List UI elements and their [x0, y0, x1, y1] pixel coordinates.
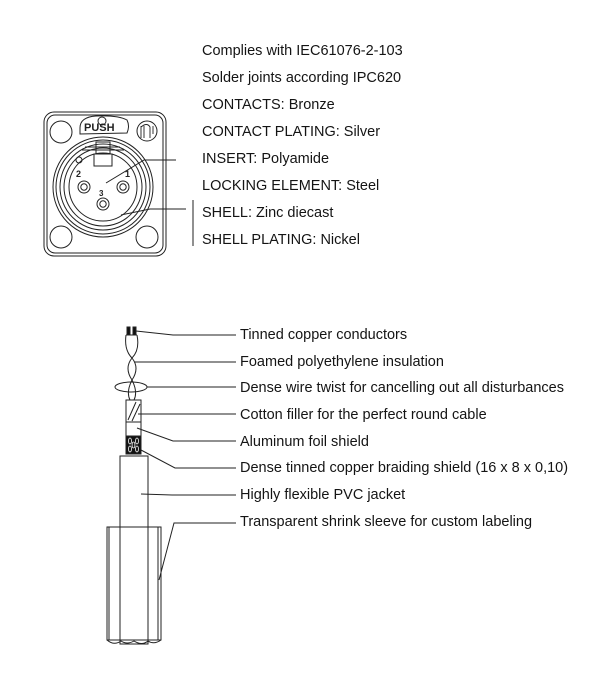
spec-contact-plating: CONTACT PLATING: Silver — [202, 124, 381, 140]
spec-solder-joints: Solder joints according IPC620 — [202, 70, 402, 86]
layer-insulation: Foamed polyethylene insulation — [240, 354, 444, 370]
pin-number-1: 1 — [125, 169, 131, 179]
xlr-connector-drawing — [44, 112, 193, 256]
layer-wire-twist: Dense wire twist for cancelling out all disturbances — [240, 380, 564, 396]
spec-shell: SHELL: Zinc diecast — [202, 205, 334, 221]
push-label: PUSH — [84, 122, 115, 134]
layer-shrink-sleeve: Transparent shrink sleeve for custom labeling — [240, 514, 533, 530]
spec-shell-plating: SHELL PLATING: Nickel — [202, 232, 360, 248]
cable-drawing — [107, 327, 236, 644]
spec-locking-element: LOCKING ELEMENT: Steel — [202, 178, 380, 194]
layer-cotton-filler: Cotton filler for the perfect round cable — [240, 407, 487, 423]
layer-braiding-shield: Dense tinned copper braiding shield (16 x 8 x 0,10) — [240, 460, 569, 476]
layer-conductors: Tinned copper conductors — [240, 327, 408, 343]
layer-pvc-jacket: Highly flexible PVC jacket — [240, 487, 406, 503]
spec-compliance: Complies with IEC61076-2-103 — [202, 43, 403, 59]
spec-insert: INSERT: Polyamide — [202, 151, 330, 167]
spec-contacts: CONTACTS: Bronze — [202, 97, 335, 113]
layer-foil-shield: Aluminum foil shield — [240, 434, 369, 450]
pin-number-3: 3 — [99, 189, 104, 198]
pin-number-2: 2 — [76, 169, 82, 179]
